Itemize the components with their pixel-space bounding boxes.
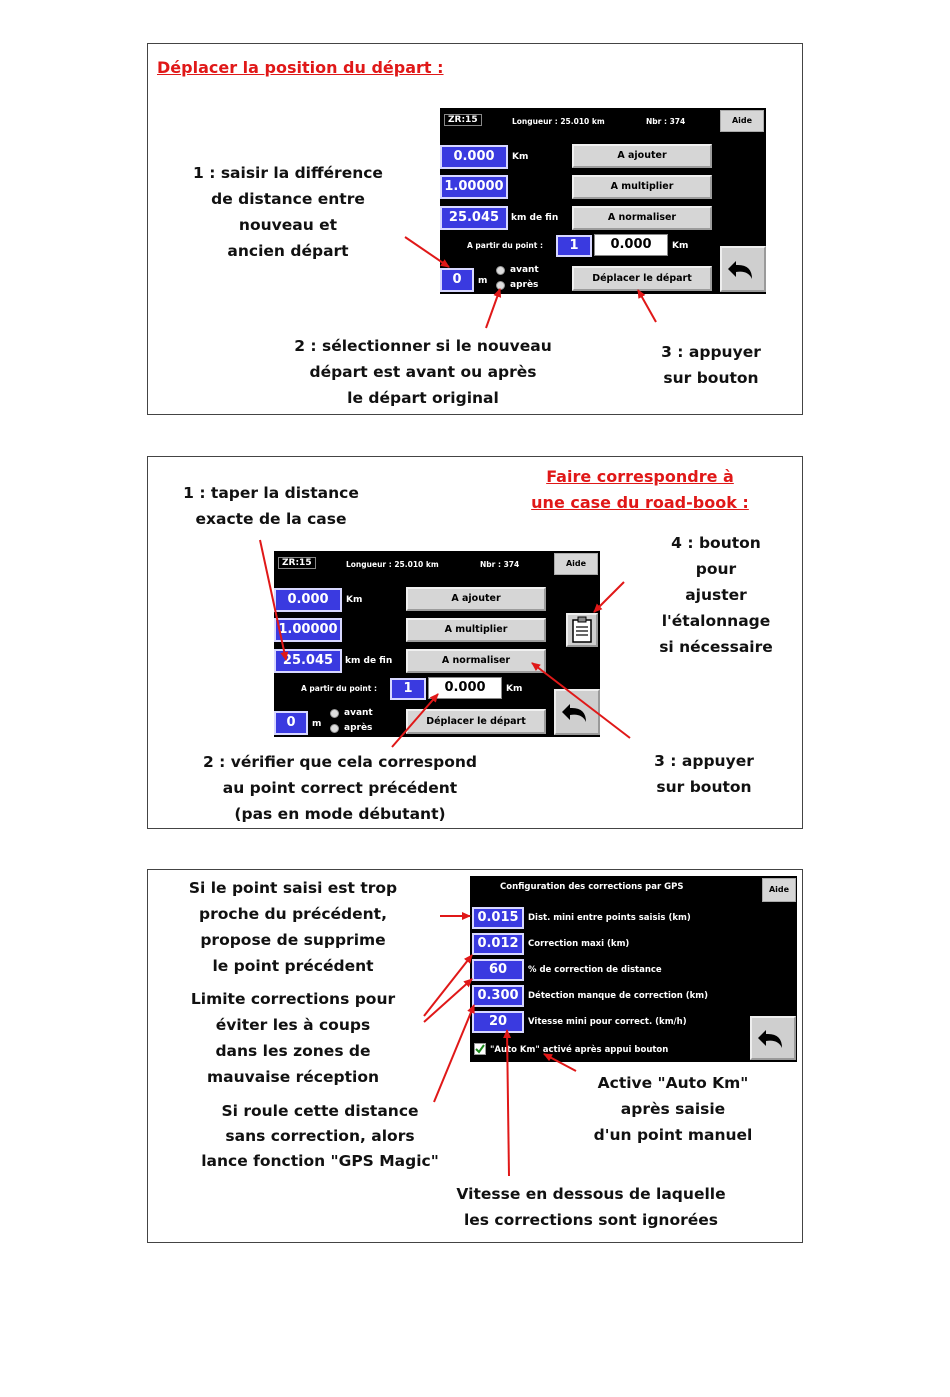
move-start-button[interactable]: Déplacer le départ (406, 709, 546, 734)
note-line: exacte de la case (195, 510, 347, 528)
point-number-input[interactable]: 1 (390, 678, 426, 700)
arrow-to-end-distance (260, 540, 286, 660)
km-unit: Km (512, 152, 529, 162)
max-correction-label: Correction maxi (km) (528, 939, 630, 949)
note-line: Si roule cette distance (221, 1102, 419, 1120)
normalize-button[interactable]: A normaliser (572, 206, 712, 230)
longueur-label: Longueur : 25.010 km (512, 117, 605, 126)
distance-input[interactable]: 0.000 (440, 145, 508, 169)
min-distance-input[interactable]: 0.015 (472, 907, 524, 929)
note-line: le départ original (347, 389, 499, 407)
arrow-to-move-button (638, 290, 656, 322)
longueur-label: Longueur : 25.010 km (346, 560, 439, 569)
after-label: après (510, 280, 539, 290)
move-start-button[interactable]: Déplacer le départ (572, 266, 712, 291)
end-distance-input[interactable]: 25.045 (274, 649, 342, 673)
point-number-input[interactable]: 1 (556, 235, 592, 257)
note-line: éviter les à coups (215, 1016, 371, 1034)
note-line: proche du précédent, (199, 905, 387, 923)
multiply-button[interactable]: A multiplier (406, 618, 546, 642)
note-line: dans les zones de (215, 1042, 371, 1060)
note-line: sur bouton (656, 778, 752, 796)
max-correction-input[interactable]: 0.012 (472, 933, 524, 955)
note-line: 1 : taper la distance (183, 484, 359, 502)
arrow-to-normalize (532, 663, 630, 738)
meters-unit: m (312, 719, 322, 729)
meters-input[interactable]: 0 (440, 268, 474, 292)
meters-unit: m (478, 276, 488, 286)
heading-line: Faire correspondre à (546, 467, 734, 486)
arrow-to-point-value (392, 694, 438, 747)
note-line: 4 : bouton (671, 534, 761, 552)
note-line: Vitesse en dessous de laquelle (456, 1185, 726, 1203)
note-line: (pas en mode débutant) (234, 805, 446, 823)
note-line: nouveau et (238, 216, 338, 234)
from-point-label: A partir du point : (301, 684, 377, 693)
normalize-button[interactable]: A normaliser (406, 649, 546, 673)
help-button[interactable]: Aide (720, 110, 764, 132)
note-line: ancien départ (227, 242, 349, 260)
note-line: l'étalonnage (661, 612, 771, 630)
from-point-label: A partir du point : (467, 241, 543, 250)
nbr-label: Nbr : 374 (646, 117, 686, 126)
missing-correction-label: Détection manque de correction (km) (528, 991, 708, 1001)
heading-line: une case du road-book : (531, 493, 749, 512)
panel1-heading: Déplacer la position du départ : (157, 58, 444, 77)
zr-label: ZR:15 (278, 557, 316, 569)
note-line: pour (695, 560, 737, 578)
note-line: 1 : saisir la différence (193, 164, 383, 182)
point-km-input[interactable]: 0.000 (428, 677, 502, 699)
arrow-to-auto-km (544, 1054, 576, 1071)
end-km-unit: km de fin (511, 213, 559, 223)
nbr-label: Nbr : 374 (480, 560, 520, 569)
note-line: au point correct précédent (222, 779, 458, 797)
help-button[interactable]: Aide (762, 878, 796, 902)
missing-correction-input[interactable]: 0.300 (472, 985, 524, 1007)
note-line: propose de supprime (200, 931, 386, 949)
note-line: 3 : appuyer (661, 343, 761, 361)
distance-input[interactable]: 0.000 (274, 588, 342, 612)
note-line: d'un point manuel (593, 1126, 753, 1144)
add-button[interactable]: A ajouter (572, 144, 712, 168)
multiply-button[interactable]: A multiplier (572, 175, 712, 199)
note-line: lance fonction "GPS Magic" (201, 1152, 439, 1170)
note-line: départ est avant ou après (309, 363, 537, 381)
after-label: après (344, 723, 373, 733)
multiplier-input[interactable]: 1.00000 (440, 175, 508, 199)
point-km-input[interactable]: 0.000 (594, 234, 668, 256)
before-label: avant (510, 265, 539, 275)
note-line: les corrections sont ignorées (463, 1211, 718, 1229)
percent-correction-input[interactable]: 60 (472, 959, 524, 981)
note-line: sur bouton (663, 369, 759, 387)
before-label: avant (344, 708, 373, 718)
note-line: si nécessaire (659, 638, 773, 656)
arrow-to-radio (486, 289, 500, 328)
end-distance-input[interactable]: 25.045 (440, 206, 508, 230)
end-km-unit: km de fin (345, 656, 393, 666)
note-line: après saisie (620, 1100, 726, 1118)
note-line: Active "Auto Km" (597, 1074, 749, 1092)
note-line: Si le point saisi est trop (188, 879, 398, 897)
meters-input[interactable]: 0 (274, 711, 308, 735)
note-line: de distance entre (211, 190, 365, 208)
multiplier-input[interactable]: 1.00000 (274, 618, 342, 642)
note-line: 3 : appuyer (654, 752, 754, 770)
config-title: Configuration des corrections par GPS (500, 882, 684, 892)
percent-correction-label: % de correction de distance (528, 965, 662, 975)
arrow-to-missing-correction (434, 1005, 474, 1102)
note-line: 2 : vérifier que cela correspond (202, 753, 478, 771)
arrow-to-min-speed (507, 1030, 509, 1176)
note-line: le point précédent (212, 957, 374, 975)
km-unit: Km (346, 595, 363, 605)
note-line: 2 : sélectionner si le nouveau (294, 337, 552, 355)
help-button[interactable]: Aide (554, 553, 598, 575)
note-line: sans correction, alors (225, 1127, 415, 1145)
arrow-to-meters-input (405, 237, 449, 267)
min-distance-label: Dist. mini entre points saisis (km) (528, 913, 691, 923)
auto-km-label: "Auto Km" activé après appui bouton (490, 1045, 669, 1055)
note-line: Limite corrections pour (190, 990, 396, 1008)
note-line: ajuster (685, 586, 747, 604)
min-speed-label: Vitesse mini pour correct. (km/h) (528, 1017, 687, 1027)
min-speed-input[interactable]: 20 (472, 1011, 524, 1033)
note-line: mauvaise réception (206, 1068, 379, 1086)
arrow-to-clipboard (594, 582, 624, 612)
point-km-unit: Km (672, 241, 689, 251)
add-button[interactable]: A ajouter (406, 587, 546, 611)
point-km-unit: Km (506, 684, 523, 694)
zr-label: ZR:15 (444, 114, 482, 126)
